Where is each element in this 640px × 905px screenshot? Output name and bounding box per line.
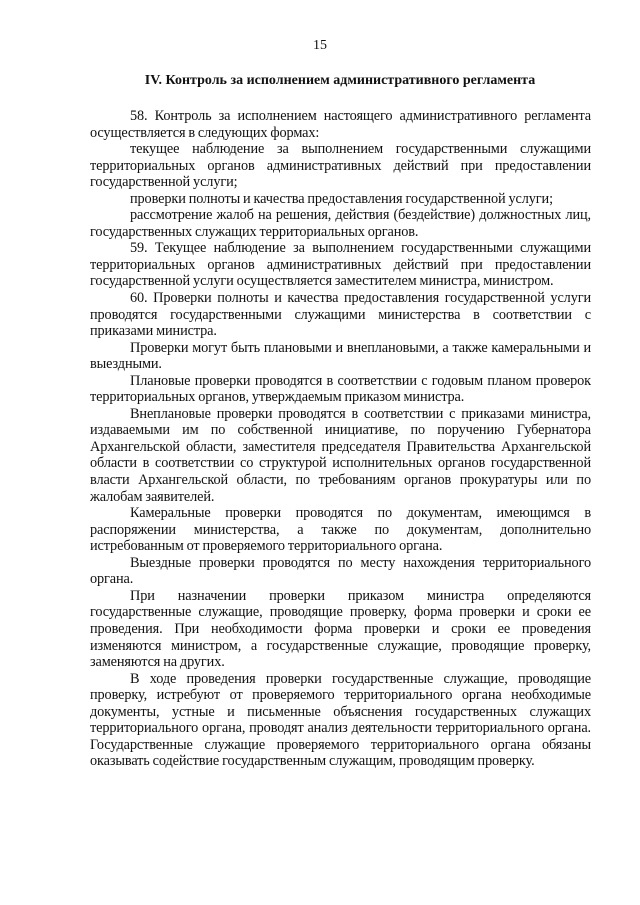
inspection-types-paragraph: Проверки могут быть плановыми и внеплановыми, а также камеральными и выездными. [90, 339, 591, 373]
section-title: IV. Контроль за исполнением административного регламента [144, 73, 536, 88]
page-number: 15 [313, 38, 327, 53]
unscheduled-inspections-paragraph: Внеплановые проверки проводятся в соответствии с приказами министра, издаваемыми им по собственной инициативе, по поручению Губернатора Архангельской области, заместителя председателя Правительства Архангельской области в соответствии со структурой исполнительных органов государственной власти Архангельской области, по требованиям органов прокуратуры или по жалобам заявителей. [90, 405, 591, 505]
control-form-complaints: рассмотрение жалоб на решения, действия (бездействие) должностных лиц, государственных служащих территориальных органов. [90, 207, 591, 240]
inspection-assignment-paragraph: При назначении проверки приказом министра определяются государственные служащие, проводящие проверку, форма проверки и сроки ее проведения. При необходимости форма проверки и сроки ее проведения изменяются министром, а государственные служащие, проводящие проверку, заменяются на других. [90, 587, 591, 671]
planned-inspections-paragraph: Плановые проверки проводятся в соответствии с годовым планом проверок территориальных органов, утверждаемым приказом министра. [90, 372, 591, 406]
paragraph-60: 60. Проверки полноты и качества предоставления государственной услуги проводятся государственными служащими министерства в соответствии с приказами министра. [90, 290, 591, 340]
control-form-current-observation: текущее наблюдение за выполнением государственными служащими территориальных органов административных действий при предоставлении государственной услуги; [90, 141, 591, 191]
desk-inspections-paragraph: Камеральные проверки проводятся по документам, имеющимся в распоряжении министерства, а также по документам, дополнительно истребованным от проверяемого территориального органа. [90, 505, 591, 555]
control-form-quality-checks: проверки полноты и качества предоставления государственной услуги; [130, 190, 553, 207]
paragraph-58-intro: 58. Контроль за исполнением настоящего административного регламента осуществляется в следующих формах: [90, 108, 591, 141]
paragraph-59: 59. Текущее наблюдение за выполнением государственными служащими территориальных органов административных действий при предоставлении государственной услуги осуществляется заместителем министра, министром. [90, 240, 591, 290]
inspection-procedure-paragraph: В ходе проведения проверки государственные служащие, проводящие проверку, истребуют от проверяемого территориального органа необходимые документы, устные и письменные объяснения государственных служащих территориального органа, проводят анализ деятельности территориального органа. Государственные служащие проверяемого территориального органа обязаны оказывать содействие государственным служащим, проводящим проверку. [90, 670, 591, 770]
field-inspections-paragraph: Выездные проверки проводятся по месту нахождения территориального органа. [90, 554, 591, 588]
document-body [90, 108, 591, 770]
